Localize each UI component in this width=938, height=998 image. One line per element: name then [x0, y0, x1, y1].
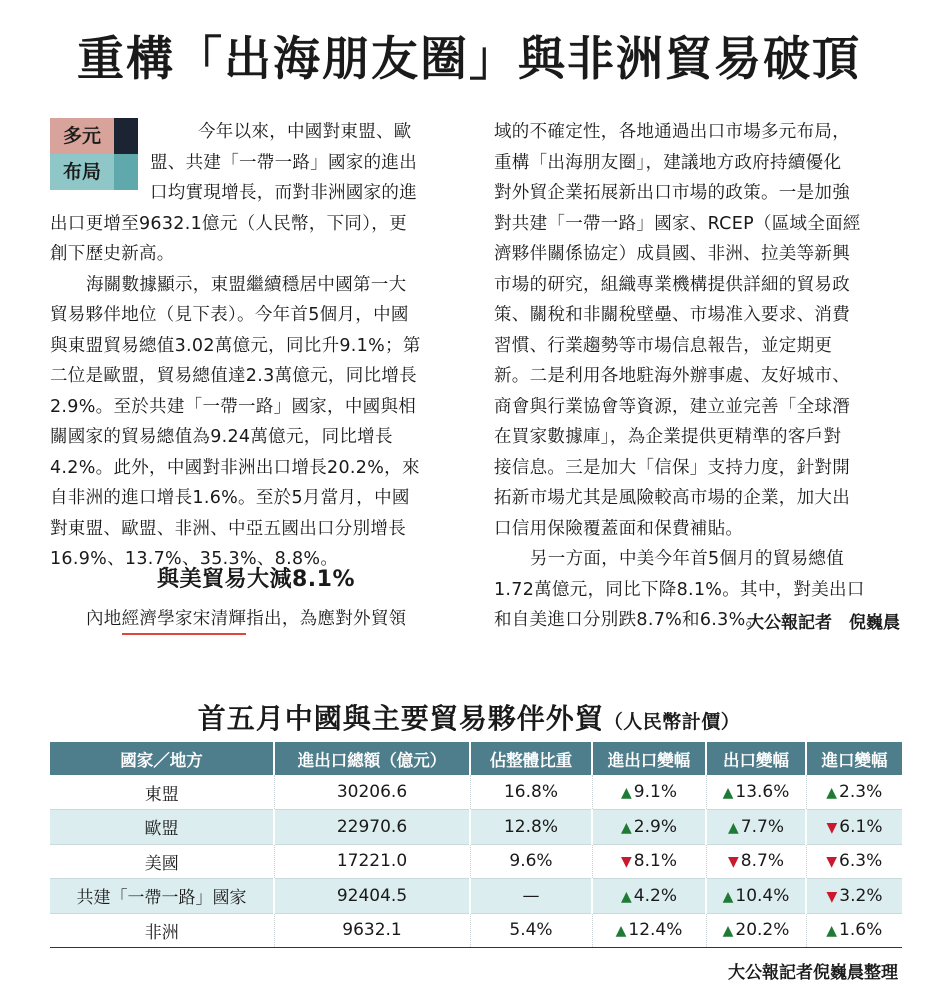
up-arrow-icon: ▲ — [722, 785, 734, 801]
text-line: 出口更增至9632.1億元（人民幣，下同），更 — [50, 213, 407, 234]
text-line: 另一方面，中美今年首5個月的貿易總值 — [530, 549, 845, 569]
up-arrow-icon: ▲ — [826, 923, 838, 940]
region-cell: 非洲 — [50, 913, 274, 948]
change-value: 10.4% — [735, 885, 790, 906]
value-cell: 92404.5 — [274, 879, 470, 914]
region-cell: 東盟 — [50, 775, 274, 810]
text-line: 濟夥伴關係協定）成員國、非洲、拉美等新興 — [494, 244, 850, 264]
text-fragment: 內地 — [86, 609, 122, 629]
text-line: 16.9%、13.7%、35.3%、8.8%。 — [50, 549, 339, 569]
column-header: 進口變幅 — [806, 742, 902, 775]
down-arrow-icon: ▼ — [826, 819, 838, 836]
value-cell: 30206.6 — [274, 775, 470, 810]
table-row — [50, 879, 902, 914]
change-cell — [592, 775, 706, 810]
value-cell: 12.8% — [470, 810, 592, 845]
region-cell: 共建「一帶一路」國家 — [50, 879, 274, 914]
text-line: 對共建「一帶一路」國家、RCEP（區域全面經 — [494, 213, 861, 234]
value-cell: 9632.1 — [274, 913, 470, 948]
text-line: 與東盟貿易總值3.02萬億元，同比升9.1%；第 — [50, 335, 421, 356]
change-value: 2.3% — [839, 782, 883, 802]
change-cell — [592, 810, 706, 845]
text-line: 在買家數據庫」，為企業提供更精準的客戶對 — [494, 427, 842, 447]
text-line: 習慣、行業趨勢等市場信息報告，並定期更 — [494, 335, 833, 356]
change-cell — [592, 913, 706, 948]
value-cell: 17221.0 — [274, 844, 470, 879]
up-arrow-icon: ▲ — [826, 785, 838, 801]
down-arrow-icon: ▼ — [826, 888, 838, 905]
up-arrow-icon: ▲ — [621, 785, 632, 801]
change-value: 8.1% — [633, 851, 677, 872]
article-right-column — [494, 117, 906, 636]
column-header: 國家／地方 — [50, 742, 274, 775]
column-header: 進出口變幅 — [592, 742, 706, 775]
tag-label-2: 布局 — [50, 154, 114, 190]
change-value: 7.7% — [740, 816, 784, 837]
column-header: 出口變幅 — [706, 742, 806, 775]
change-cell — [806, 913, 902, 948]
change-value: 12.4% — [628, 920, 683, 941]
change-cell — [706, 844, 806, 879]
text-line: 關國家的貿易總值為9.24萬億元，同比增長 — [50, 427, 393, 447]
table-row — [50, 775, 902, 810]
column-header: 佔整體比重 — [470, 742, 592, 775]
change-value: 6.1% — [839, 816, 883, 837]
subheading: 與美貿易大減8.1% — [156, 567, 356, 592]
text-line: 重構「出海朋友圈」，建議地方政府持續優化 — [494, 152, 842, 173]
text-line: 口信用保險覆蓋面和保費補貼。 — [494, 518, 744, 539]
table-title-note: （人民幣計價） — [603, 711, 741, 733]
change-cell — [806, 879, 902, 914]
up-arrow-icon: ▲ — [722, 888, 734, 905]
change-value: 6.3% — [839, 851, 883, 872]
up-arrow-icon: ▲ — [621, 888, 632, 905]
value-cell: — — [470, 879, 592, 914]
text-line: 拓新市場尤其是風險較高市場的企業，加大出 — [494, 488, 850, 508]
region-cell: 歐盟 — [50, 810, 274, 845]
text-line: 對東盟、歐盟、非洲、中亞五國出口分別增長 — [50, 518, 406, 539]
change-cell — [706, 879, 806, 914]
change-value: 8.7% — [740, 851, 784, 872]
trade-table — [50, 742, 902, 948]
change-value: 3.2% — [839, 885, 883, 906]
change-cell — [592, 844, 706, 879]
change-cell — [706, 810, 806, 845]
change-cell — [806, 810, 902, 845]
table-row — [50, 844, 902, 879]
text-line: 策、關稅和非關稅壁壘、市場准入要求、消費 — [494, 305, 850, 325]
value-cell: 9.6% — [470, 844, 592, 879]
change-value: 20.2% — [735, 920, 790, 941]
change-value: 2.9% — [633, 816, 677, 837]
up-arrow-icon: ▲ — [615, 923, 627, 940]
text-line: 商會與行業協會等資源，建立並完善「全球潛 — [494, 396, 850, 417]
table-title-text: 首五月中國與主要貿易夥伴外貿 — [197, 702, 604, 735]
region-cell: 美國 — [50, 844, 274, 879]
down-arrow-icon: ▼ — [728, 854, 739, 871]
headline: 重構「出海朋友圈」與非洲貿易破頂 — [77, 32, 861, 87]
up-arrow-icon: ▲ — [728, 819, 739, 836]
table-row — [50, 810, 902, 845]
change-value: 1.6% — [839, 920, 883, 941]
text-line: 對外貿企業拓展新出口市場的政策。一是加強 — [494, 183, 850, 203]
left-paragraph-2 — [50, 270, 462, 575]
down-arrow-icon: ▼ — [621, 854, 632, 871]
text-line: 新。二是利用各地駐海外辦事處、友好城市、 — [494, 366, 850, 386]
table-header-row — [50, 742, 902, 775]
change-cell — [806, 844, 902, 879]
up-arrow-icon: ▲ — [621, 819, 632, 836]
change-cell — [706, 913, 806, 948]
text-line — [50, 604, 462, 635]
value-cell: 16.8% — [470, 775, 592, 810]
text-line: 4.2%。此外，中國對非洲出口增長20.2%，來 — [50, 457, 420, 478]
article-left-column — [50, 117, 462, 575]
change-value: 4.2% — [633, 885, 677, 906]
left-paragraph-1 — [50, 117, 462, 270]
text-line: 自非洲的進口增長1.6%。至於5月當月，中國 — [50, 488, 410, 508]
text-line: 盟、共建「一帶一路」國家的進出 — [150, 152, 417, 173]
column-header: 進出口總額（億元） — [274, 742, 470, 775]
text-fragment: 指出，為應對外貿領 — [246, 609, 407, 629]
change-value: 9.1% — [633, 782, 677, 802]
text-line: 今年以來，中國對東盟、歐 — [198, 122, 412, 142]
change-cell — [706, 775, 806, 810]
up-arrow-icon: ▲ — [722, 923, 734, 940]
byline: 大公報記者 倪巍晨 — [747, 613, 900, 633]
change-value: 13.6% — [735, 782, 790, 802]
text-line: 創下歷史新高。 — [50, 244, 175, 264]
change-cell — [806, 775, 902, 810]
tag-label-1: 多元 — [50, 118, 114, 154]
value-cell: 5.4% — [470, 913, 592, 948]
text-line: 二位是歐盟，貿易總值達2.3萬億元，同比增長 — [50, 366, 417, 386]
text-line: 口均實現增長，而對非洲國家的進 — [150, 183, 417, 203]
text-line: 市場的研究，組織專業機構提供詳細的貿易政 — [494, 274, 850, 295]
expert-name-underlined: 經濟學家宋清輝 — [122, 609, 247, 635]
value-cell: 22970.6 — [274, 810, 470, 845]
source-credit: 大公報記者倪巍晨整理 — [728, 963, 898, 983]
text-line: 接信息。三是加大「信保」支持力度，針對開 — [494, 457, 850, 478]
left-paragraph-3 — [50, 604, 462, 635]
text-line: 和自美進口分別跌8.7%和6.3%。 — [494, 610, 764, 630]
table-row — [50, 913, 902, 948]
change-cell — [592, 879, 706, 914]
text-line: 域的不確定性，各地通過出口市場多元布局， — [494, 122, 850, 142]
down-arrow-icon: ▼ — [826, 854, 838, 871]
text-line: 1.72萬億元，同比下降8.1%。其中，對美出口 — [494, 579, 865, 600]
text-line: 海關數據顯示，東盟繼續穩居中國第一大 — [86, 274, 407, 295]
right-paragraph-1 — [494, 117, 906, 544]
table-title — [0, 697, 938, 737]
table-body — [50, 775, 902, 948]
text-line: 2.9%。至於共建「一帶一路」國家，中國與相 — [50, 396, 417, 417]
text-line: 貿易夥伴地位（見下表）。今年首5個月，中國 — [50, 305, 409, 325]
